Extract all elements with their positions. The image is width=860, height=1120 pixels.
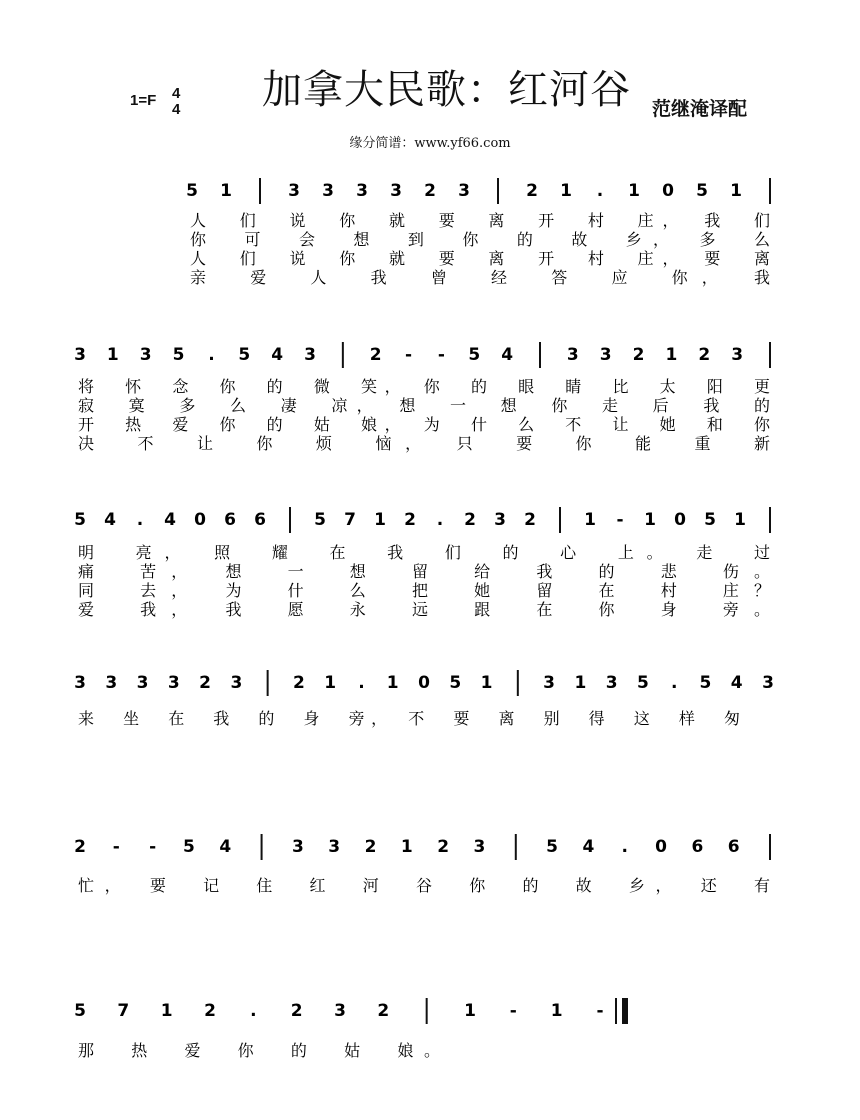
note: 1 (560, 181, 572, 201)
note: 2 (369, 345, 382, 365)
note: 3 (390, 181, 402, 201)
lyric-line: 你 可 会 想 到 你 的 故 乡， 多 么 (190, 230, 770, 249)
music-system (74, 507, 770, 619)
note: 6 (691, 837, 704, 857)
lyric-line: 人 们 说 你 就 要 离 开 村 庄， 要 离 (190, 249, 770, 268)
note: . (250, 1001, 257, 1021)
note: 2 (292, 673, 305, 693)
note: 3 (458, 181, 470, 201)
note: 3 (328, 837, 341, 857)
note: 3 (543, 673, 556, 693)
note: 3 (494, 510, 506, 530)
note: - (509, 1001, 517, 1021)
note: 1 (665, 345, 678, 365)
note: - (437, 345, 445, 365)
music-system (74, 998, 628, 1060)
note: 2 (464, 510, 476, 530)
source-line: 缘分简谱：www.yf66.com (349, 136, 511, 151)
note: 3 (304, 345, 316, 365)
note: 0 (655, 837, 667, 857)
note: 1 (734, 510, 746, 530)
note: 1 (644, 510, 656, 530)
note: - (405, 345, 413, 365)
meter-denominator: 4 (172, 101, 181, 118)
note: . (621, 837, 628, 857)
note: 1 (730, 181, 742, 201)
note: 4 (582, 837, 595, 857)
note: 7 (117, 1001, 130, 1021)
note: 5 (314, 510, 326, 530)
note: 2 (404, 510, 416, 530)
note: 0 (194, 510, 206, 530)
note: 1 (550, 1001, 563, 1021)
note: 3 (334, 1001, 346, 1021)
note: 5 (74, 510, 86, 530)
note: 3 (291, 837, 304, 857)
note: 1 (628, 181, 640, 201)
note: 3 (74, 673, 86, 693)
music-system (74, 670, 774, 728)
note: 1 (584, 510, 596, 530)
note: 1 (324, 673, 337, 693)
lyric-line: 忙， 要 记 住 红 河 谷 你 的 故 乡， 还 有 (78, 876, 770, 895)
note: 3 (356, 181, 368, 201)
note: 1 (400, 837, 413, 857)
note: 6 (727, 837, 740, 857)
note: 5 (238, 345, 251, 365)
key-signature: 1=F (130, 92, 157, 109)
note: 3 (167, 673, 180, 693)
note: - (596, 1001, 604, 1021)
note: 5 (449, 673, 462, 693)
note: 1 (106, 345, 119, 365)
note: 1 (220, 181, 232, 201)
note: 1 (374, 510, 386, 530)
note: 3 (599, 345, 612, 365)
note: 7 (344, 510, 356, 530)
lyric-line: 决 不 让 你 烦 恼， 只 要 你 能 重 新 (78, 434, 770, 453)
lyric-line: 那 热 爱 你 的 姑 娘。 (78, 1041, 440, 1060)
note: 4 (271, 345, 284, 365)
note: 3 (288, 181, 300, 201)
note: . (436, 510, 444, 530)
note: . (358, 673, 365, 693)
note: . (596, 181, 604, 201)
note: . (670, 673, 678, 693)
note: 3 (105, 673, 118, 693)
note: 2 (290, 1001, 303, 1021)
note: 0 (674, 510, 686, 530)
note: 5 (704, 510, 716, 530)
note: 2 (437, 837, 450, 857)
lyric-line: 明 亮， 照 耀 在 我 们 的 心 上。 走 过 (78, 543, 770, 562)
note: 5 (696, 181, 708, 201)
note: 5 (636, 673, 649, 693)
note: 4 (164, 510, 176, 530)
note: 0 (662, 181, 674, 201)
note: 1 (464, 1001, 476, 1021)
note: . (208, 345, 215, 365)
music-system (74, 834, 770, 895)
note: 0 (418, 673, 430, 693)
note: . (136, 510, 144, 530)
note: 5 (183, 837, 195, 857)
note: 5 (699, 673, 712, 693)
lyric-line: 痛 苦， 想 一 想 留 给 我 的 悲 伤。 (78, 562, 770, 581)
note: 5 (186, 181, 198, 201)
note: 6 (224, 510, 236, 530)
lyric-line: 寂 寞 多 么 凄 凉， 想 一 想 你 走 后 我 的 (78, 396, 770, 415)
note: 1 (480, 673, 493, 693)
note: 2 (424, 181, 436, 201)
note: 3 (74, 345, 86, 365)
note: 2 (632, 345, 645, 365)
note: 5 (172, 345, 185, 365)
note: 3 (731, 345, 744, 365)
note: 5 (468, 345, 481, 365)
note: 2 (526, 181, 538, 201)
note: 5 (546, 837, 559, 857)
lyric-line: 开 热 爱 你 的 姑 娘， 为 什 么 不 让 她 和 你 (78, 415, 770, 434)
note: 4 (501, 345, 514, 365)
note: 2 (364, 837, 377, 857)
song-title: 加拿大民歌：红河谷 (262, 67, 631, 113)
note: 2 (204, 1001, 216, 1021)
lyric-line: 人 们 说 你 就 要 离 开 村 庄， 我 们 (190, 211, 770, 230)
note: 5 (74, 1001, 86, 1021)
note: 6 (254, 510, 266, 530)
lyric-line: 将 怀 念 你 的 微 笑， 你 的 眼 睛 比 太 阳 更 (78, 377, 770, 396)
note: 3 (762, 673, 774, 693)
note: 4 (219, 837, 232, 857)
note: - (112, 837, 120, 857)
note: 2 (199, 673, 212, 693)
note: 4 (104, 510, 116, 530)
note: 3 (139, 345, 152, 365)
arranger-credit: 范继淹译配 (652, 98, 748, 120)
note: 3 (605, 673, 618, 693)
lyric-line: 来 坐 在 我 的 身 旁， 不 要 离 别 得 这 样 匆 (78, 709, 740, 728)
note: 2 (524, 510, 536, 530)
lyric-line: 同 去， 为 什 么 把 她 留 在 村 庄？ (78, 581, 770, 600)
note: 1 (160, 1001, 173, 1021)
note: 4 (730, 673, 743, 693)
note: 2 (698, 345, 711, 365)
note: 3 (473, 837, 486, 857)
note: 3 (322, 181, 334, 201)
final-barline-thick (622, 998, 628, 1024)
note: - (616, 510, 624, 530)
note: 1 (574, 673, 587, 693)
meter-numerator: 4 (172, 85, 181, 102)
note: 2 (74, 837, 86, 857)
note: 3 (136, 673, 149, 693)
lyric-line: 亲 爱 人 我 曾 经 答 应 你， 我 (190, 268, 770, 287)
note: - (149, 837, 157, 857)
lyric-line: 爱 我， 我 愿 永 远 跟 在 你 身 旁。 (78, 600, 770, 619)
note: 2 (377, 1001, 390, 1021)
music-system (186, 178, 770, 287)
note: 3 (566, 345, 579, 365)
note: 1 (386, 673, 399, 693)
note: 3 (230, 673, 243, 693)
music-system (74, 342, 771, 453)
